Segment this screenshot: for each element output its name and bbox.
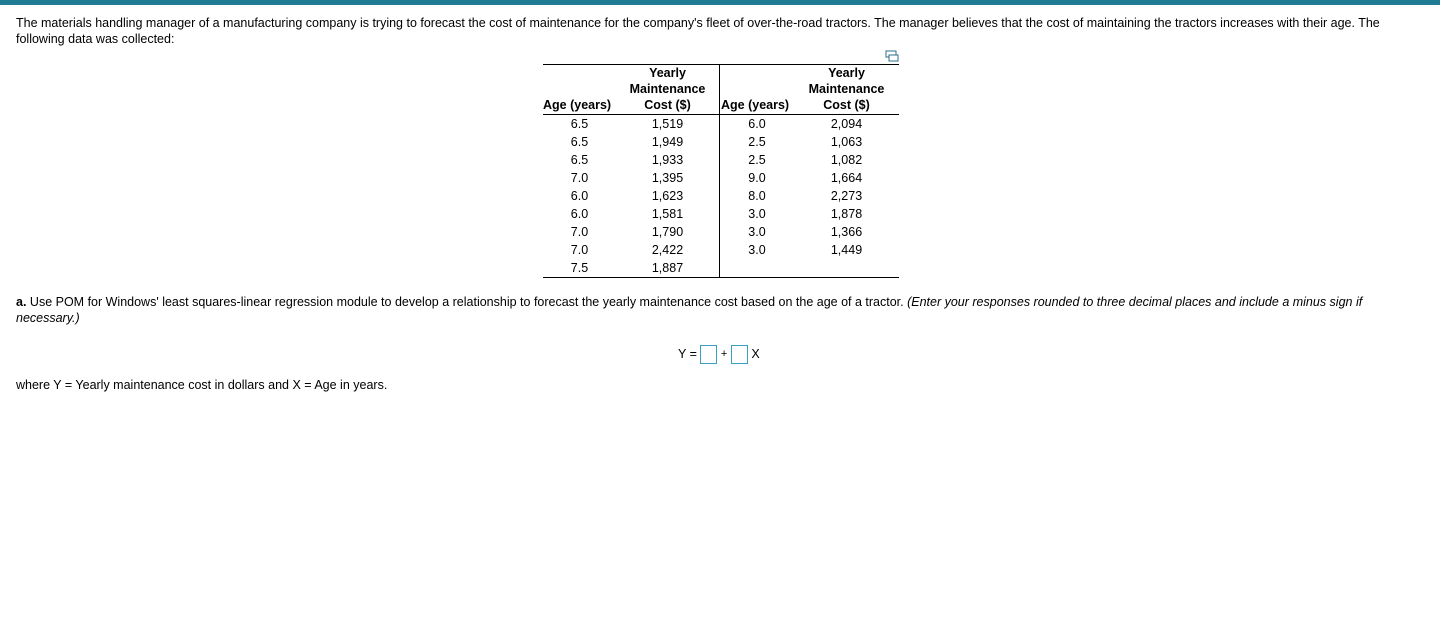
equation-lhs: Y = bbox=[678, 347, 697, 361]
cell-cost: 1,949 bbox=[651, 135, 684, 149]
question-text: Use POM for Windows' least squares-linear regression module to develop a relationship to forecast the yearly maintenance cost based on the age of a tractor. bbox=[29, 295, 904, 309]
cell-age: 2.5 bbox=[720, 133, 795, 151]
cell-age: 2.5 bbox=[720, 151, 795, 169]
equation-plus: + bbox=[720, 348, 728, 360]
cell-age: 6.0 bbox=[570, 207, 589, 221]
table-row bbox=[543, 259, 899, 278]
header-age-1: Age (years) bbox=[543, 65, 616, 115]
table-row bbox=[543, 223, 899, 241]
cell-cost: 1,887 bbox=[616, 259, 720, 278]
cell-age: 6.0 bbox=[570, 189, 589, 203]
cell-cost: 1,063 bbox=[830, 135, 863, 149]
table-row bbox=[543, 133, 899, 151]
cell-age: 6.5 bbox=[570, 117, 589, 131]
table-row bbox=[543, 205, 899, 223]
cell-age: 7.0 bbox=[570, 225, 589, 239]
variable-definitions: where Y = Yearly maintenance cost in dollars and X = Age in years. bbox=[16, 378, 388, 392]
cell-age: 7.0 bbox=[570, 243, 589, 257]
maintenance-data-table bbox=[543, 64, 899, 278]
cell-age: 3.0 bbox=[720, 223, 795, 241]
table-row bbox=[543, 151, 899, 169]
cell-cost: 1,082 bbox=[830, 153, 863, 167]
table-row bbox=[543, 241, 899, 259]
cell-age: 7.5 bbox=[543, 259, 616, 278]
header-cost-2: Yearly Maintenance Cost ($) bbox=[794, 65, 899, 115]
cell-cost: 1,790 bbox=[651, 225, 684, 239]
header-cost-1: Yearly Maintenance Cost ($) bbox=[616, 65, 720, 115]
cell-cost: 1,933 bbox=[651, 153, 684, 167]
cell-age: 8.0 bbox=[720, 187, 795, 205]
intercept-input[interactable] bbox=[700, 345, 717, 364]
cell-cost: 1,449 bbox=[830, 243, 863, 257]
cell-age bbox=[720, 259, 795, 278]
cell-cost: 1,519 bbox=[651, 117, 684, 131]
regression-equation bbox=[678, 343, 760, 365]
question-label: a. bbox=[16, 295, 27, 309]
cell-cost: 1,664 bbox=[830, 171, 863, 185]
cell-cost: 2,094 bbox=[830, 117, 863, 131]
cell-cost: 2,422 bbox=[651, 243, 684, 257]
slope-input[interactable] bbox=[731, 345, 748, 364]
top-accent-bar bbox=[0, 0, 1440, 5]
question-a bbox=[16, 294, 1426, 326]
table-row bbox=[543, 187, 899, 205]
cell-cost: 1,395 bbox=[651, 171, 684, 185]
problem-intro: The materials handling manager of a manufacturing company is trying to forecast the cost of maintenance for the company's fleet of over-the-road tractors. The manager believes that the cost of maintaining the tractors increases with their age. The following data was collected: bbox=[16, 16, 1380, 46]
cell-age: 6.0 bbox=[720, 115, 795, 134]
equation-variable: X bbox=[751, 347, 760, 361]
question-instruction: (Enter your responses rounded to three decimal places and include a minus sign if necessary.) bbox=[16, 295, 1363, 325]
cell-age: 3.0 bbox=[720, 205, 795, 223]
cell-cost: 2,273 bbox=[830, 189, 863, 203]
cell-cost: 1,878 bbox=[830, 207, 863, 221]
cell-age: 6.5 bbox=[570, 135, 589, 149]
cell-cost: 1,366 bbox=[830, 225, 863, 239]
copy-data-icon[interactable] bbox=[885, 50, 899, 62]
cell-cost: 1,623 bbox=[651, 189, 684, 203]
table-row bbox=[543, 115, 899, 134]
cell-age: 9.0 bbox=[720, 169, 795, 187]
header-age-2: Age (years) bbox=[720, 65, 795, 115]
table-row bbox=[543, 169, 899, 187]
cell-age: 6.5 bbox=[570, 153, 589, 167]
cell-cost bbox=[794, 259, 899, 278]
cell-age: 7.0 bbox=[570, 171, 589, 185]
cell-cost: 1,581 bbox=[651, 207, 684, 221]
table-header-row bbox=[543, 65, 899, 115]
cell-age: 3.0 bbox=[720, 241, 795, 259]
